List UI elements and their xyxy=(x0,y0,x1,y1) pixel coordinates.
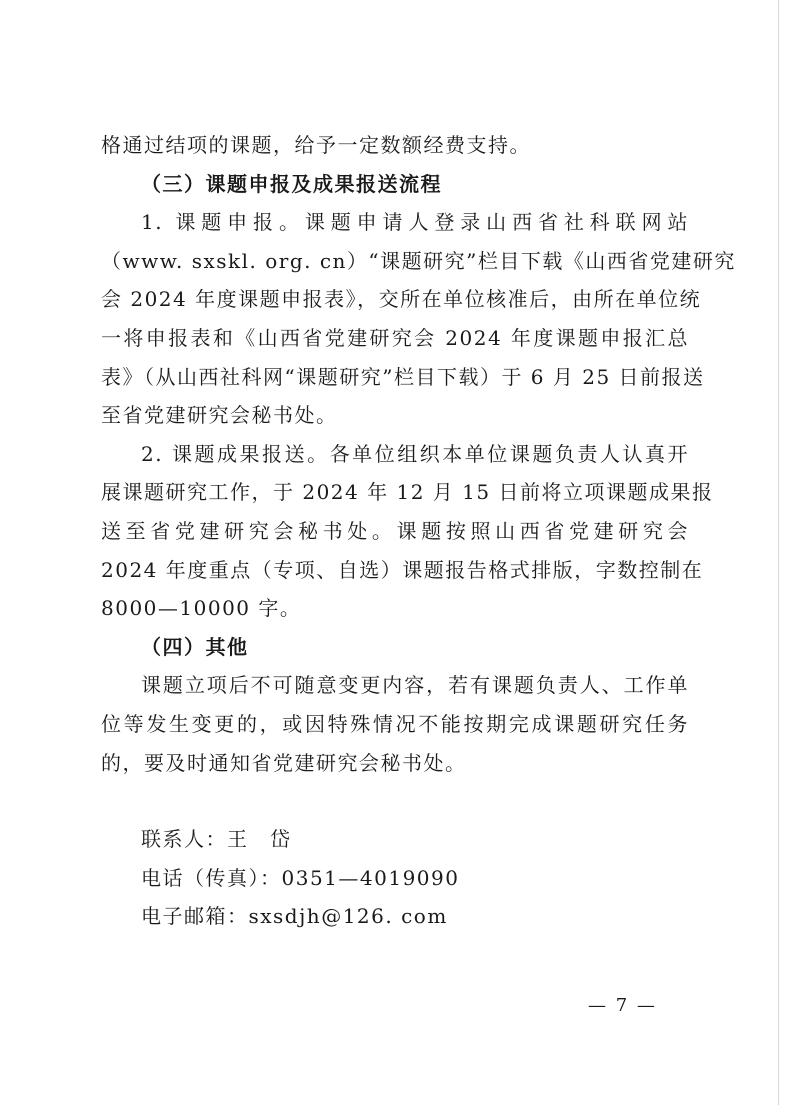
section-heading: （四）其他 xyxy=(141,634,249,659)
paragraph-line: 位等发生变更的，或因特殊情况不能按期完成课题研究任务 xyxy=(101,711,689,736)
paragraph-line: 格通过结项的课题，给予一定数额经费支持。 xyxy=(101,133,531,157)
contact-person: 联系人：王 岱 xyxy=(141,827,292,852)
spacer xyxy=(101,782,689,820)
paragraph-line: 的，要及时通知省党建研究会秘书处。 xyxy=(101,750,467,775)
paragraph-line: 会 2024 年度课题申报表》，交所在单位核准后，由所在单位统 xyxy=(101,287,702,312)
paragraph-line: 8000—10000 字。 xyxy=(101,596,302,621)
contact-phone: 电话（传真）：0351—4019090 xyxy=(141,865,460,890)
section-heading: （三）课题申报及成果报送流程 xyxy=(141,171,442,196)
paragraph-line: 展课题研究工作，于 2024 年 12 月 15 日前将立项课题成果报 xyxy=(101,480,714,505)
paragraph-line: （www. sxskl. org. cn）“课题研究”栏目下载《山西省党建研究 xyxy=(101,248,736,273)
paragraph-line: 1. 课题申报。课题申请人登录山西省社科联网站 xyxy=(141,210,689,235)
paragraph-line: 表》（从山西社科网“课题研究”栏目下载）于 6 月 25 日前报送 xyxy=(101,364,705,389)
paragraph-line: 一将申报表和《山西省党建研究会 2024 年度课题申报汇总 xyxy=(101,325,689,350)
page-number: — 7 — xyxy=(588,995,657,1016)
document-body xyxy=(101,126,736,936)
paragraph-line: 至省党建研究会秘书处。 xyxy=(101,403,338,428)
paragraph-line: 课题立项后不可随意变更内容，若有课题负责人、工作单 xyxy=(141,673,689,698)
paragraph-line: 2024 年度重点（专项、自选）课题报告格式排版，字数控制在 xyxy=(101,557,704,582)
paragraph-line: 送至省党建研究会秘书处。课题按照山西省党建研究会 xyxy=(101,518,689,543)
paragraph-line: 2. 课题成果报送。各单位组织本单位课题负责人认真开 xyxy=(141,441,689,466)
page-edge-line xyxy=(778,0,779,1105)
contact-email: 电子邮箱：sxsdjh@126. com xyxy=(141,904,448,929)
